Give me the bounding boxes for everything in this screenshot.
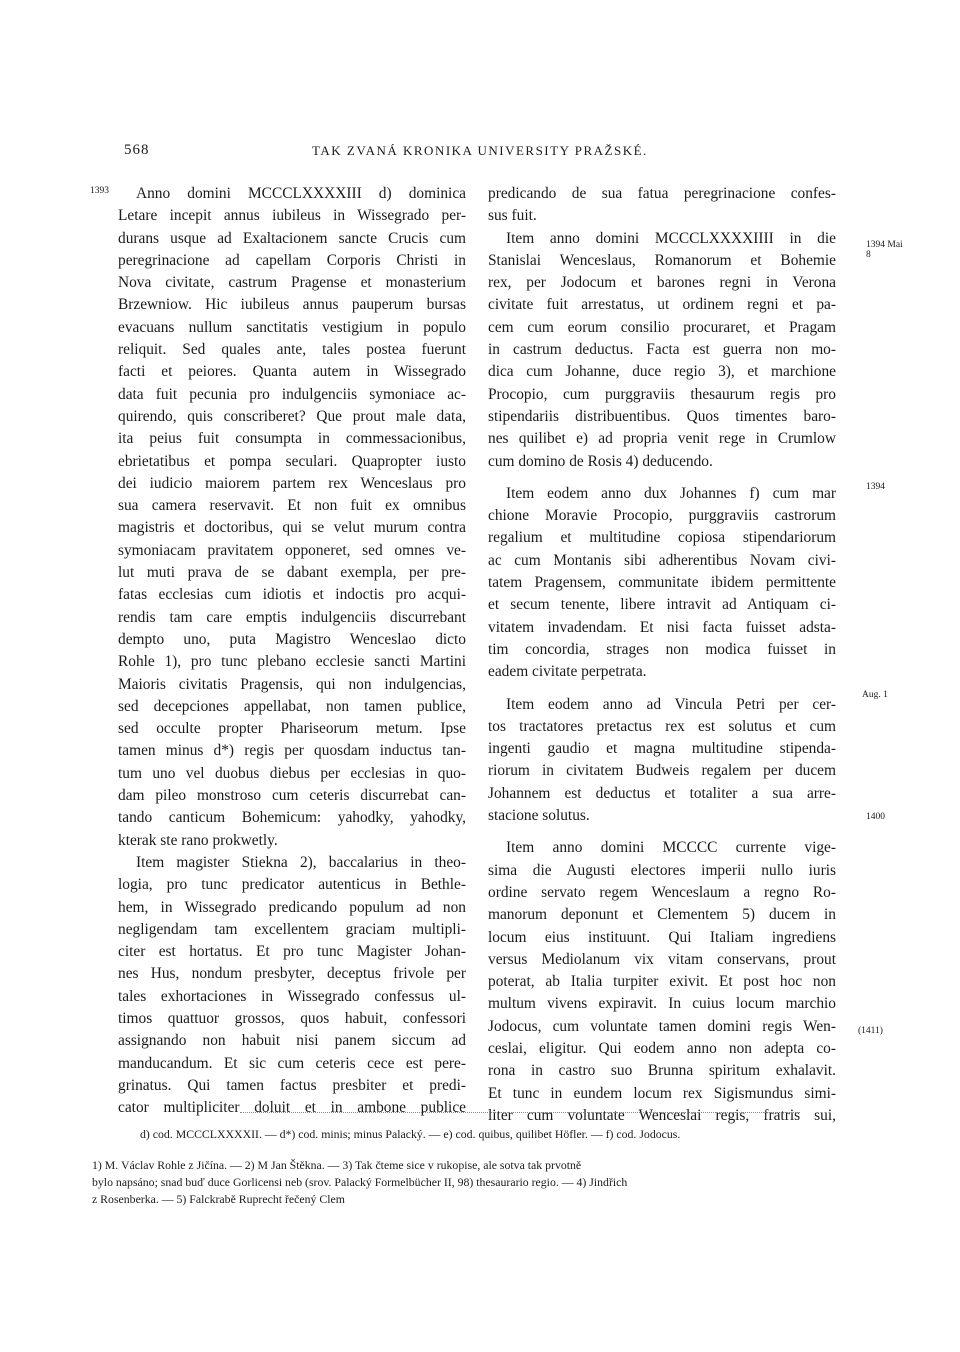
- text-line: grinatus. Qui tamen factus presbiter et predi-: [118, 1076, 466, 1094]
- page-number: 568: [124, 142, 150, 158]
- text-line: kterak ste rano prokwetly.: [118, 831, 278, 849]
- text-line: Item anno domini MCCCLXXXXIIII in die: [506, 229, 836, 247]
- text-line: civitate fuit arrestatus, ut ordinem regni et pa-: [488, 296, 836, 314]
- text-line: eadem civitate perpetrata.: [488, 663, 647, 681]
- text-line: lut muti prava de se dabant exempla, per pre-: [118, 564, 466, 582]
- text-line: rex, per Jodocum et barones regni in Verona: [488, 274, 836, 292]
- running-title: TAK ZVANÁ KRONIKA UNIVERSITY PRAŽSKÉ.: [312, 143, 648, 158]
- text-line: et secum tenente, libere intravit ad Antiquam ci-: [488, 596, 836, 614]
- text-line: Et tunc in eundem locum rex Sigismundus simi-: [488, 1084, 836, 1102]
- text-line: ita peius fuit consumpta in commessacionibus,: [118, 430, 466, 448]
- text-line: magistris et doctoribus, qui se velut murum contra: [118, 519, 466, 537]
- text-line: Nova civitate, castrum Pragense et monasterium: [118, 274, 466, 292]
- text-line: cem cum eorum consilio procuraret, et Pragam: [488, 318, 836, 336]
- text-line: citer est hortatus. Et pro tunc Magister Johan-: [118, 943, 466, 961]
- text-line: predicando de sua fatua peregrinacione confes-: [488, 185, 836, 202]
- text-line: locum eius instituunt. Qui Italiam ingrediens: [488, 928, 836, 946]
- text-line: assignando non habuit nisi panem siccum ad: [118, 1032, 466, 1050]
- left-text-column: [118, 183, 466, 1119]
- text-line: manducandum. Et sic cum ceteris cece est pere-: [118, 1054, 466, 1072]
- text-line: tamen minus d*) regis per quosdam inductus tan-: [118, 742, 466, 760]
- text-line: sus fuit.: [488, 207, 537, 225]
- text-line: chione Moravie Procopio, purggraviis castrorum: [488, 507, 836, 525]
- text-line: Item magister Stiekna 2), baccalarius in theo-: [136, 853, 466, 871]
- right-text-column: [488, 183, 836, 1127]
- text-line: Johannem est deductus et totaliter a sua arre-: [488, 784, 836, 802]
- text-line: Procopio, cum purggraviis thesaurum regis pro: [488, 385, 836, 403]
- text-line: fatas ecclesias cum idiotis et indoctis pro acqui-: [118, 586, 466, 604]
- text-line: Item eodem anno dux Johannes f) cum mar: [506, 484, 836, 502]
- text-line: timos quattuor grossos, quos habuit, confessori: [118, 1009, 466, 1027]
- text-line: dam pileo monstroso cum ceteris discurrebat can-: [118, 787, 466, 805]
- margin-note-year: 1393: [90, 186, 109, 196]
- margin-note-date: Aug. 1: [862, 690, 888, 700]
- margin-note-year: (1411): [858, 1026, 883, 1036]
- text-line: ingenti gaudio et magna multitudine stipenda-: [488, 740, 836, 758]
- text-line: nes quilibet e) ad propria venit rege in Crumlow: [488, 430, 836, 448]
- text-line: stipendariis distribuentibus. Quos timentes baro-: [488, 407, 836, 425]
- text-line: symoniacam pravitatem opponeret, sed omnes ve-: [118, 541, 466, 559]
- text-line: regalium et multitudine copiosa stipendariorum: [488, 529, 836, 547]
- text-line: ceslai, eligitur. Qui eodem anno non adepta co-: [488, 1039, 836, 1057]
- text-line: ebrietatibus et pompa seculari. Quapropter iusto: [118, 452, 466, 470]
- text-line: sima die Augusti electores imperii nullo iuris: [488, 861, 836, 879]
- critical-apparatus: [140, 1126, 910, 1143]
- text-line: quirendo, quis conscriberet? Que prout male data,: [118, 407, 466, 425]
- text-line: Anno domini MCCCLXXXXIII d) dominica: [136, 185, 466, 202]
- commentary-footnote-line: bylo napsáno; snad buď duce Gorlicensi neb (srov. Palacký Formelbücher II, 98) thesaurario regio. — 4) Jindřich: [92, 1175, 628, 1189]
- text-line: Stanislai Wenceslaus, Romanorum et Bohemie: [488, 251, 836, 269]
- text-line: tim concordia, strages non modica fuisset in: [488, 640, 836, 658]
- text-line: riorum in civitatem Budweis regalem per ducem: [488, 762, 836, 780]
- footnote-divider: [240, 1112, 800, 1113]
- text-line: peregrinacione ad capellam Corporis Christi in: [118, 251, 466, 269]
- text-line: stacione solutus.: [488, 807, 590, 825]
- page-header: [0, 142, 960, 162]
- margin-note-date: 1394 Mai 8: [866, 240, 903, 260]
- margin-note-year: 1400: [866, 812, 885, 822]
- text-line: Rohle 1), pro tunc plebano ecclesie sancti Martini: [118, 653, 466, 671]
- text-line: evacuans nullum sanctitatis vestigium in populo: [118, 318, 466, 336]
- text-line: reliquit. Sed quales ante, tales postea fuerunt: [118, 341, 466, 359]
- text-line: Maioris civitatis Pragensis, qui non indulgencias,: [118, 675, 466, 693]
- text-line: durans usque ad Exaltacionem sancte Crucis cum: [118, 229, 466, 247]
- text-line: multum vivens expiravit. In cuius locum marchio: [488, 995, 836, 1013]
- text-line: cum domino de Rosis 4) deducendo.: [488, 452, 713, 470]
- text-line: liter cum voluntate Wenceslai regis, fratris sui,: [488, 1106, 836, 1124]
- text-line: sua camera reservavit. Et non fuit ex omnibus: [118, 497, 466, 515]
- text-line: rendis tam care emptis indulgenciis discurrebant: [118, 608, 466, 626]
- text-line: ordine servato regem Wenceslaum a regno Ro-: [488, 883, 836, 901]
- text-line: tales exhortaciones in Wissegrado confessus ul-: [118, 987, 466, 1005]
- commentary-footnote-line: 1) M. Václav Rohle z Jičína. — 2) M Jan Štěkna. — 3) Tak čteme sice v rukopise, ale sotva tak prvotně: [92, 1158, 582, 1172]
- text-line: manorum deponunt et Clementem 5) ducem in: [488, 906, 836, 924]
- text-line: Letare incepit annus iubileus in Wissegrado per-: [118, 207, 466, 225]
- text-line: sed decepciones appellabat, non tamen publice,: [118, 697, 466, 715]
- text-line: nes Hus, nondum presbyter, deceptus frivole per: [118, 965, 466, 983]
- text-line: dempto uno, puta Magistro Wenceslao dicto: [118, 630, 466, 648]
- text-line: Jodocus, cum voluntate tamen domini regis Wen-: [488, 1017, 836, 1035]
- text-line: rona in castro suo Brunna spiritum exhalavit.: [488, 1062, 836, 1080]
- text-line: dei iudicio maiorem partem rex Wenceslaus pro: [118, 474, 466, 492]
- text-line: versus Mediolanum vix vitam conservans, prout: [488, 950, 836, 968]
- text-line: cator multipliciter doluit et in ambone publice: [118, 1099, 466, 1117]
- margin-note-year: 1394: [866, 482, 885, 492]
- text-line: Brzewniow. Hic iubileus annus pauperum bursas: [118, 296, 466, 314]
- text-line: negligendam tam excellentem graciam multipli-: [118, 920, 466, 938]
- text-line: tum uno vel duobus diebus per ecclesias in quo-: [118, 764, 466, 782]
- text-line: hem, in Wissegrado predicando populum ad non: [118, 898, 466, 916]
- critical-footnote: d) cod. MCCCLXXXXII. — d*) cod. minis; minus Palacký. — e) cod. quibus, quilibet Höfler. — f) cod. Jodocus.: [140, 1127, 681, 1141]
- text-line: Item eodem anno ad Vincula Petri per cer-: [506, 695, 836, 713]
- text-line: dica cum Johanne, duce regio 3), et marchione: [488, 363, 836, 381]
- text-line: tando canticum Bohemicum: yahodky, yahodky,: [118, 809, 466, 827]
- text-line: logia, pro tunc predicator autenticus in Bethle-: [118, 876, 466, 894]
- text-line: tatem Pragensem, communitate ibidem permittente: [488, 574, 836, 592]
- text-line: data fuit pecunia pro indulgenciis symoniace ac-: [118, 385, 466, 403]
- text-line: ac cum Montanis sibi adherentibus Novam civi-: [488, 551, 836, 569]
- text-line: sed occulte propter Phariseorum metum. Ipse: [118, 720, 466, 738]
- commentary-footnotes: [92, 1157, 862, 1208]
- text-line: tos tractatores pretactus rex est solutus et cum: [488, 717, 836, 735]
- text-line: Item anno domini MCCCC currente vige-: [506, 839, 836, 857]
- text-line: vitatem invadendam. Et nisi facta fuisset adsta-: [488, 618, 836, 636]
- commentary-footnote-line: z Rosenberka. — 5) Falckrabě Ruprecht řečený Clem: [92, 1192, 345, 1206]
- text-line: poterat, ab Italia turpiter exivit. Et post hoc non: [488, 973, 836, 991]
- text-line: in castrum deductus. Facta est guerra non mo-: [488, 341, 836, 359]
- text-line: facti et peiores. Quanta autem in Wissegrado: [118, 363, 466, 381]
